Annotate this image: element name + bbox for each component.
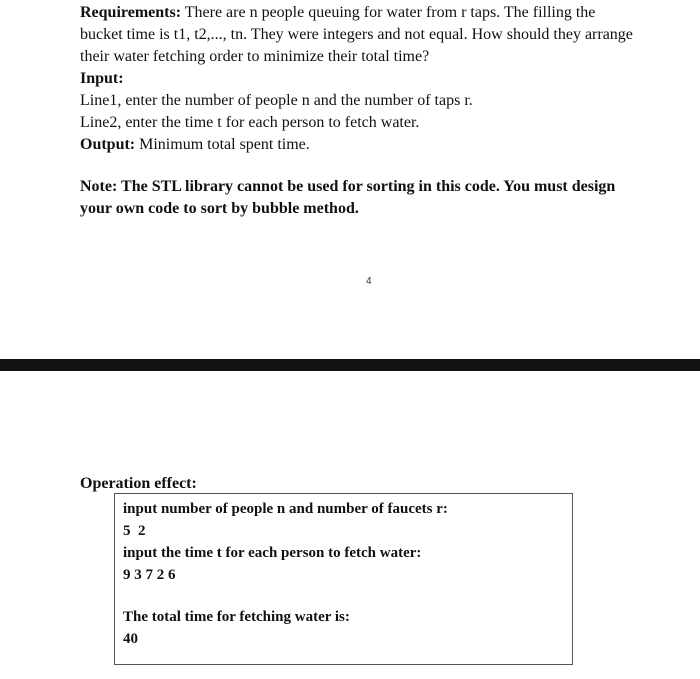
note-line1: Note: The STL library cannot be used for sorting in this code. You must design <box>80 178 616 195</box>
console-output-box <box>114 493 573 665</box>
console-value-1: 5 2 <box>123 523 146 539</box>
console-spacer <box>123 586 564 606</box>
input-line2: Line2, enter the time t for each person to fetch water. <box>80 114 420 131</box>
console-value-2: 9 3 7 2 6 <box>123 567 176 583</box>
requirements-text-line3: their water fetching order to minimize their total time? <box>80 48 430 65</box>
console-prompt-1: input number of people n and number of faucets r: <box>123 501 448 517</box>
problem-statement <box>80 2 680 156</box>
operation-title: Operation effect: <box>80 475 197 492</box>
note-block <box>80 176 680 220</box>
console-result-label: The total time for fetching water is: <box>123 609 350 625</box>
requirements-label: Requirements: <box>80 4 182 21</box>
note-line2: your own code to sort by bubble method. <box>80 200 359 217</box>
requirements-paragraph <box>80 2 680 24</box>
input-label: Input: <box>80 70 124 87</box>
console-result-value: 40 <box>123 631 138 647</box>
output-text: Minimum total spent time. <box>135 136 310 153</box>
output-paragraph <box>80 134 680 156</box>
requirements-text-line1: There are n people queuing for water from r taps. The filling the <box>181 4 596 21</box>
output-label: Output: <box>80 136 136 153</box>
requirements-text-line2: bucket time is t1, t2,..., tn. They were integers and not equal. How should they arrange <box>80 26 633 43</box>
page-number: 4 <box>366 276 372 287</box>
console-prompt-2: input the time t for each person to fetch water: <box>123 545 422 561</box>
page-divider <box>0 359 700 371</box>
input-line1: Line1, enter the number of people n and the number of taps r. <box>80 92 473 109</box>
